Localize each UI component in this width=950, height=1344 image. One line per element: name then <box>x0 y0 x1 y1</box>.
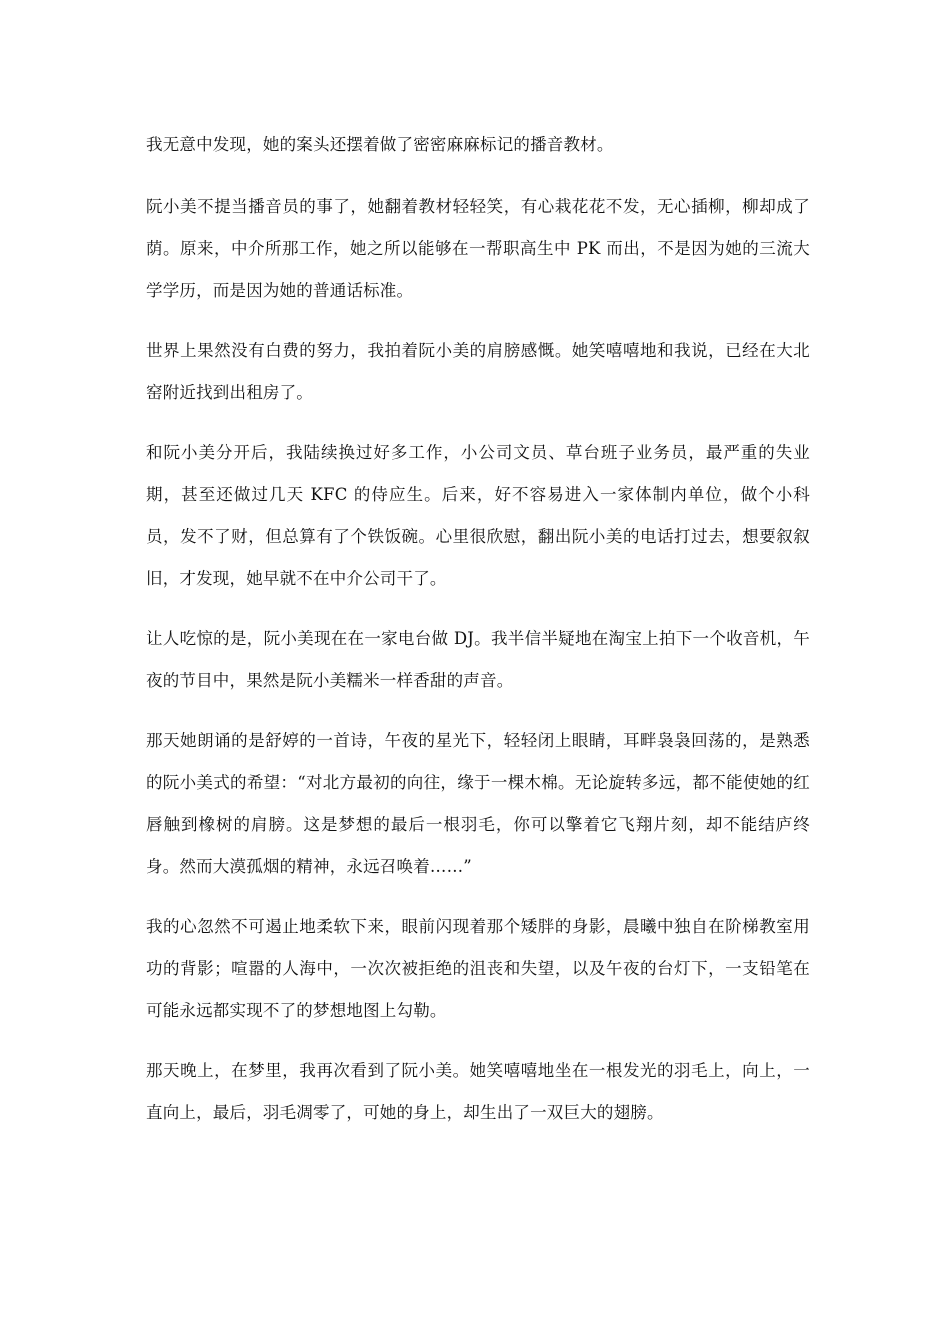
paragraph-5: 让人吃惊的是，阮小美现在在一家电台做 DJ。我半信半疑地在淘宝上拍下一个收音机，午夜的节目中，果然是阮小美糯米一样香甜的声音。 <box>146 629 810 690</box>
paragraph-8: 那天晚上，在梦里，我再次看到了阮小美。她笑嘻嘻地坐在一根发光的羽毛上，向上，一直向上，最后，羽毛凋零了，可她的身上，却生出了一双巨大的翅膀。 <box>146 1061 810 1122</box>
paragraph-2: 阮小美不提当播音员的事了，她翻着教材轻轻笑，有心栽花花不发，无心插柳，柳却成了荫。原来，中介所那工作，她之所以能够在一帮职高生中 PK 而出，不是因为她的三流大学学历，而是因为她的普通话标准。 <box>146 197 810 300</box>
paragraph-7: 我的心忽然不可遏止地柔软下来，眼前闪现着那个矮胖的身影，晨曦中独自在阶梯教室用功的背影；喧嚣的人海中，一次次被拒绝的沮丧和失望，以及午夜的台灯下，一支铅笔在可能永远都实现不了的梦想地图上勾勒。 <box>146 917 810 1020</box>
paragraph-3: 世界上果然没有白费的努力，我拍着阮小美的肩膀感慨。她笑嘻嘻地和我说，已经在大北窑附近找到出租房了。 <box>146 341 810 402</box>
paragraph-1: 我无意中发现，她的案头还摆着做了密密麻麻标记的播音教材。 <box>146 135 614 154</box>
text-column <box>146 124 810 1152</box>
paragraph-6: 那天她朗诵的是舒婷的一首诗，午夜的星光下，轻轻闭上眼睛，耳畔袅袅回荡的，是熟悉的阮小美式的希望：“对北方最初的向往，缘于一棵木棉。无论旋转多远，都不能使她的红唇触到橡树的肩膀。这是梦想的最后一根羽毛，你可以擎着它飞翔片刻，却不能结庐终身。然而大漠孤烟的精神，永远召唤着……” <box>146 731 810 876</box>
paragraph-4: 和阮小美分开后，我陆续换过好多工作，小公司文员、草台班子业务员，最严重的失业期，甚至还做过几天 KFC 的侍应生。后来，好不容易进入一家体制内单位，做个小科员，发不了财，但总算有了个铁饭碗。心里很欣慰，翻出阮小美的电话打过去，想要叙叙旧，才发现，她早就不在中介公司干了。 <box>146 443 810 588</box>
